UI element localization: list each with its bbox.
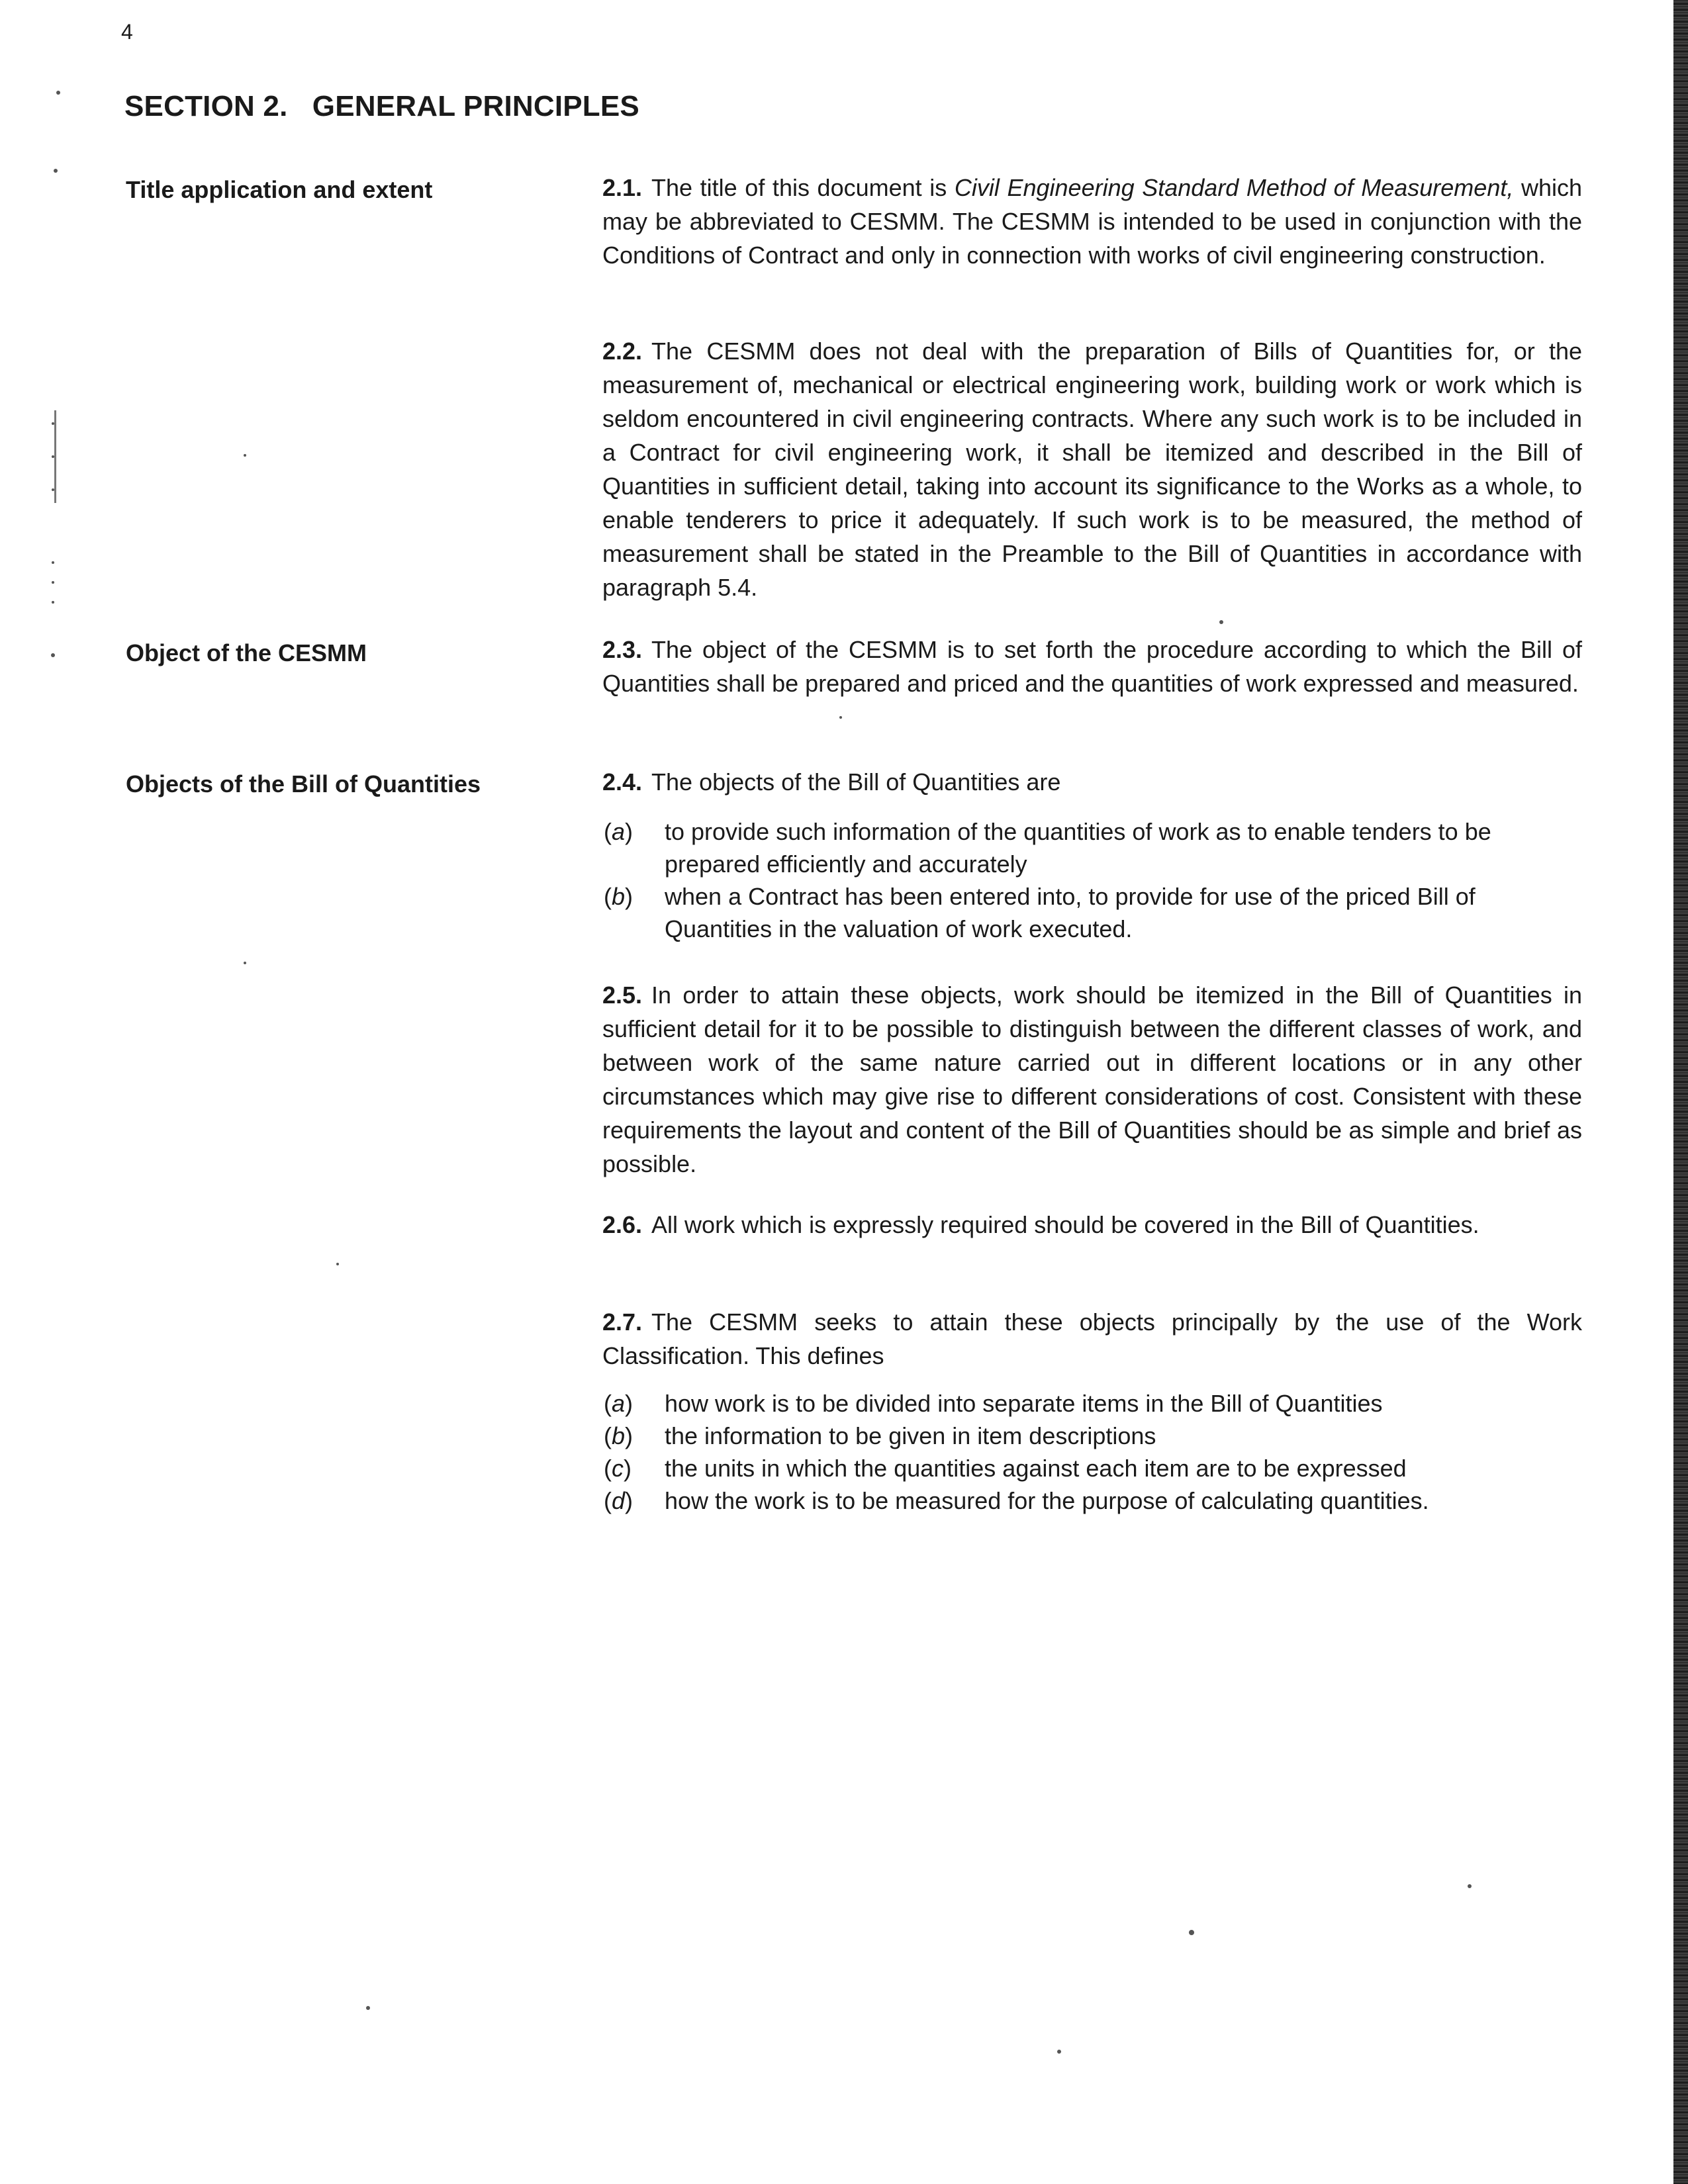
list-marker: (c) <box>604 1455 632 1482</box>
paragraph-text: which may be abbreviated to CESMM. The CESMM is intended to be used in conjunction with the Conditions of Contract and only in connection with works of civil engineering construction. <box>602 174 1582 269</box>
paragraph-number: 2.1. <box>602 174 643 201</box>
list-marker: (a) <box>604 1390 633 1417</box>
paragraph-text: All work which is expressly required should be covered in the Bill of Quantities. <box>651 1211 1479 1238</box>
list-2-7 <box>604 1387 1583 1517</box>
list-marker: (d) <box>604 1487 633 1514</box>
paragraph-text: The CESMM does not deal with the preparation of Bills of Quantities for, or the measurement of, mechanical or electrical engineering work, building work or work which is seldom encountered in civil engineering contracts. Where any such work is to be included in a Contract for civil engineering work, it shall be itemized and described in the Bill of Quantities in sufficient detail, taking into account its significance to the Works as a whole, to enable tenderers to price it adequately. If such work is to be measured, the method of measurement shall be stated in the Preamble to the Bill of Quantities in accordance with paragraph 5.4. <box>602 338 1582 601</box>
page-number: 4 <box>121 20 133 44</box>
list-item-text: how work is to be divided into separate items in the Bill of Quantities <box>665 1390 1383 1417</box>
paragraph-2-2 <box>602 334 1582 604</box>
list-marker: (b) <box>604 1422 633 1449</box>
list-item-text: the information to be given in item descriptions <box>665 1422 1156 1449</box>
list-item <box>604 1420 1583 1452</box>
paragraph-text: The objects of the Bill of Quantities are <box>651 768 1061 796</box>
paragraph-number: 2.6. <box>602 1211 643 1238</box>
paragraph-text: In order to attain these objects, work should be itemized in the Bill of Quantities in sufficient detail for it to be possible to distinguish between the different classes of work, and between work of the same nature carried out in different locations or in any other circumstances which may give rise to different considerations of cost. Consistent with these requirements the layout and content of the Bill of Quantities should be as simple and brief as possible. <box>602 981 1582 1177</box>
list-item <box>604 1452 1583 1484</box>
side-heading-object-cesmm: Object of the CESMM <box>126 639 367 666</box>
paragraph-2-3 <box>602 633 1582 700</box>
paragraph-2-7 <box>602 1305 1582 1373</box>
list-marker: (a) <box>604 818 633 845</box>
list-item <box>604 1484 1583 1517</box>
paragraph-number: 2.3. <box>602 636 643 663</box>
page-edge-shadow <box>1673 0 1688 2184</box>
side-heading-objects-boq: Objects of the Bill of Quantities <box>126 770 481 797</box>
paragraph-text: The object of the CESMM is to set forth the procedure according to which the Bill of Quantities shall be prepared and priced and the quantities of work expressed and measured. <box>602 636 1582 697</box>
list-item-text: the units in which the quantities against each item are to be expressed <box>665 1455 1407 1482</box>
paragraph-2-1 <box>602 171 1582 272</box>
paragraph-number: 2.2. <box>602 338 643 365</box>
list-item-text: to provide such information of the quantities of work as to enable tenders to be prepared efficiently and accurately <box>665 818 1491 878</box>
list-item-text: how the work is to be measured for the purpose of calculating quantities. <box>665 1487 1429 1514</box>
side-heading-title-application: Title application and extent <box>126 176 433 203</box>
list-item <box>604 1387 1583 1420</box>
list-item <box>604 880 1583 945</box>
list-item-text: when a Contract has been entered into, to provide for use of the priced Bill of Quantities in the valuation of work executed. <box>665 883 1476 942</box>
section-title: SECTION 2. GENERAL PRINCIPLES <box>124 90 639 122</box>
paragraph-text: The title of this document is <box>651 174 955 201</box>
paragraph-text: The CESMM seeks to attain these objects principally by the use of the Work Classification. This defines <box>602 1308 1582 1369</box>
paragraph-2-6 <box>602 1208 1582 1242</box>
paragraph-number: 2.7. <box>602 1308 643 1336</box>
list-2-4 <box>604 815 1583 945</box>
paragraph-2-4 <box>602 765 1582 799</box>
paragraph-number: 2.5. <box>602 981 643 1009</box>
list-marker: (b) <box>604 883 633 910</box>
list-item <box>604 815 1583 880</box>
paragraph-number: 2.4. <box>602 768 643 796</box>
document-title-italic: Civil Engineering Standard Method of Measurement, <box>954 174 1514 201</box>
paragraph-2-5 <box>602 978 1582 1181</box>
